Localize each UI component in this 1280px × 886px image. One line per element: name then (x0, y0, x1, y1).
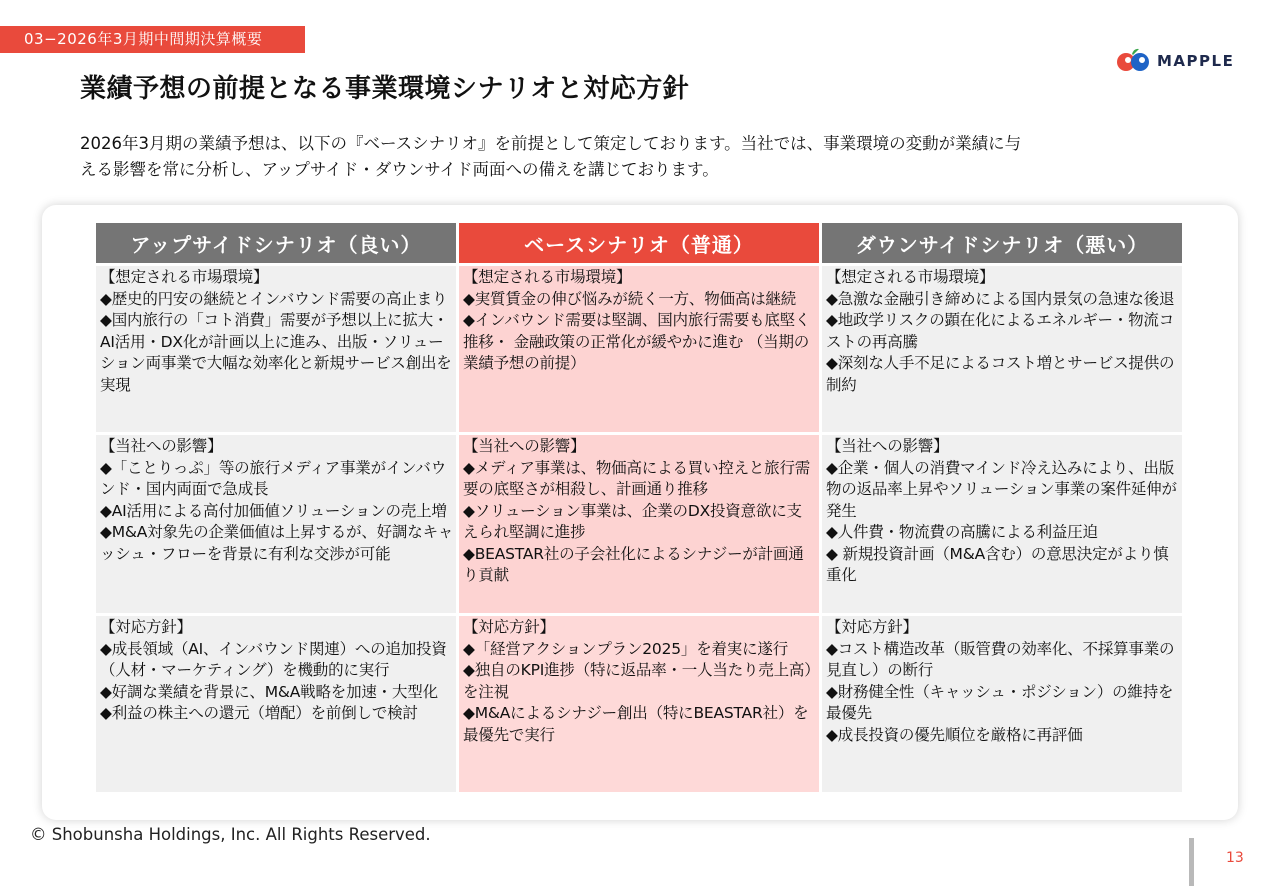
page-title: 業績予想の前提となる事業環境シナリオと対応方針 (80, 74, 690, 104)
bullet: ◆実質賃金の伸び悩みが続く一方、物価高は継続 (463, 289, 797, 308)
downside-policy-cell (822, 616, 1182, 792)
bullet: ◆M&Aによるシナジー創出（特にBEASTAR社）を最優先で実行 (463, 704, 809, 744)
bullet: ◆「経営アクションプラン2025」を着実に遂行 (463, 639, 788, 658)
bullet: ◆成長投資の優先順位を厳格に再評価 (826, 725, 1083, 744)
bullet: ◆コスト構造改革（販管費の効率化、不採算事業の見直し）の断行 (826, 639, 1175, 679)
bullet: ◆国内旅行の「コト消費」需要が予想以上に拡大・ AI活用・DX化が計画以上に進み、出版・ソリューション両事業で大幅な効率化と新規サービス創出を実現 (100, 311, 452, 394)
cell-title: 【当社への影響】 (826, 437, 949, 455)
bullet: ◆成長領域（AI、インバウンド関連）への追加投資（人材・マーケティング）を機動的に実行 (100, 639, 447, 679)
copyright-notice: © Shobunsha Holdings, Inc. All Rights Reserved. (30, 825, 431, 844)
cell-title: 【対応方針】 (463, 618, 555, 636)
bullet: ◆ソリューション事業は、企業のDX投資意欲に支えられ堅調に進捗 (463, 501, 802, 541)
cell-title: 【当社への影響】 (100, 437, 223, 455)
bullet: ◆利益の株主への還元（増配）を前倒しで検討 (100, 704, 418, 722)
bullet: ◆地政学リスクの顕在化によるエネルギー・物流コストの再高騰 (826, 311, 1175, 351)
upside-policy-cell (96, 616, 456, 792)
base-policy-cell (459, 616, 819, 792)
upside-impact-cell (96, 435, 456, 613)
page-number-divider (1189, 838, 1194, 886)
base-market-cell (459, 266, 819, 432)
cell-title: 【対応方針】 (826, 618, 918, 636)
base-header: ベースシナリオ（普通） (459, 223, 819, 263)
page-number: 13 (1226, 850, 1244, 866)
bullet: ◆AI活用による高付加価値ソリューションの売上増 (100, 501, 447, 520)
downside-market-cell (822, 266, 1182, 432)
scenario-table (96, 223, 1182, 792)
upside-market-cell (96, 266, 456, 432)
intro-line-2: える影響を常に分析し、アップサイド・ダウンサイド両面への備えを講じております。 (80, 160, 719, 179)
bullet: ◆急激な金融引き締めによる国内景気の急速な後退 (826, 289, 1175, 308)
cell-title: 【想定される市場環境】 (463, 268, 632, 286)
bullet: ◆深刻な人手不足によるコスト増とサービス提供の制約 (826, 354, 1175, 394)
bullet: ◆ 新規投資計画（M&A含む）の意思決定がより慎重化 (826, 544, 1169, 584)
bullet: ◆財務健全性（キャッシュ・ポジション）の維持を最優先 (826, 682, 1174, 722)
bullet: ◆M&A対象先の企業価値は上昇するが、好調なキャッシュ・フローを背景に有利な交渉が可能 (100, 523, 454, 563)
downside-header: ダウンサイドシナリオ（悪い） (822, 223, 1182, 263)
downside-impact-cell (822, 435, 1182, 613)
cell-title: 【当社への影響】 (463, 437, 586, 455)
logo-text: MAPPLE (1157, 52, 1235, 70)
section-tag: 03−2026年3月期中間期決算概要 (0, 26, 305, 53)
base-impact-cell (459, 435, 819, 613)
cell-title: 【想定される市場環境】 (826, 268, 995, 286)
bullet: ◆独自のKPI進捗（特に返品率・一人当たり売上高）を注視 (463, 661, 812, 701)
bullet: ◆メディア事業は、物価高による買い控えと旅行需要の底堅さが相殺し、計画通り推移 (463, 458, 811, 498)
cell-title: 【想定される市場環境】 (100, 268, 269, 286)
upside-header: アップサイドシナリオ（良い） (96, 223, 456, 263)
bullet: ◆企業・個人の消費マインド冷え込みにより、出版物の返品率上昇やソリューション事業の案件延伸が発生 (826, 458, 1177, 520)
company-logo (1116, 47, 1234, 75)
cell-title: 【対応方針】 (100, 618, 192, 636)
bullet: ◆歴史的円安の継続とインバウンド需要の高止まり (100, 289, 448, 308)
apple-logo-icon (1116, 47, 1154, 75)
intro-text (80, 131, 1210, 183)
bullet: ◆人件費・物流費の高騰による利益圧迫 (826, 523, 1098, 541)
bullet: ◆BEASTAR社の子会社化によるシナジーが計画通り貢献 (463, 544, 804, 584)
bullet: ◆「ことりっぷ」等の旅行メディア事業がインバウンド・国内両面で急成長 (100, 458, 446, 498)
bullet: ◆好調な業績を背景に、M&A戦略を加速・大型化 (100, 682, 438, 701)
intro-line-1: 2026年3月期の業績予想は、以下の『ベースシナリオ』を前提として策定しております。当社では、事業環境の変動が業績に与 (80, 134, 1022, 153)
bullet: ◆インバウンド需要は堅調、国内旅行需要も底堅く推移・ 金融政策の正常化が緩やかに進む （当期の業績予想の前提） (463, 311, 811, 372)
